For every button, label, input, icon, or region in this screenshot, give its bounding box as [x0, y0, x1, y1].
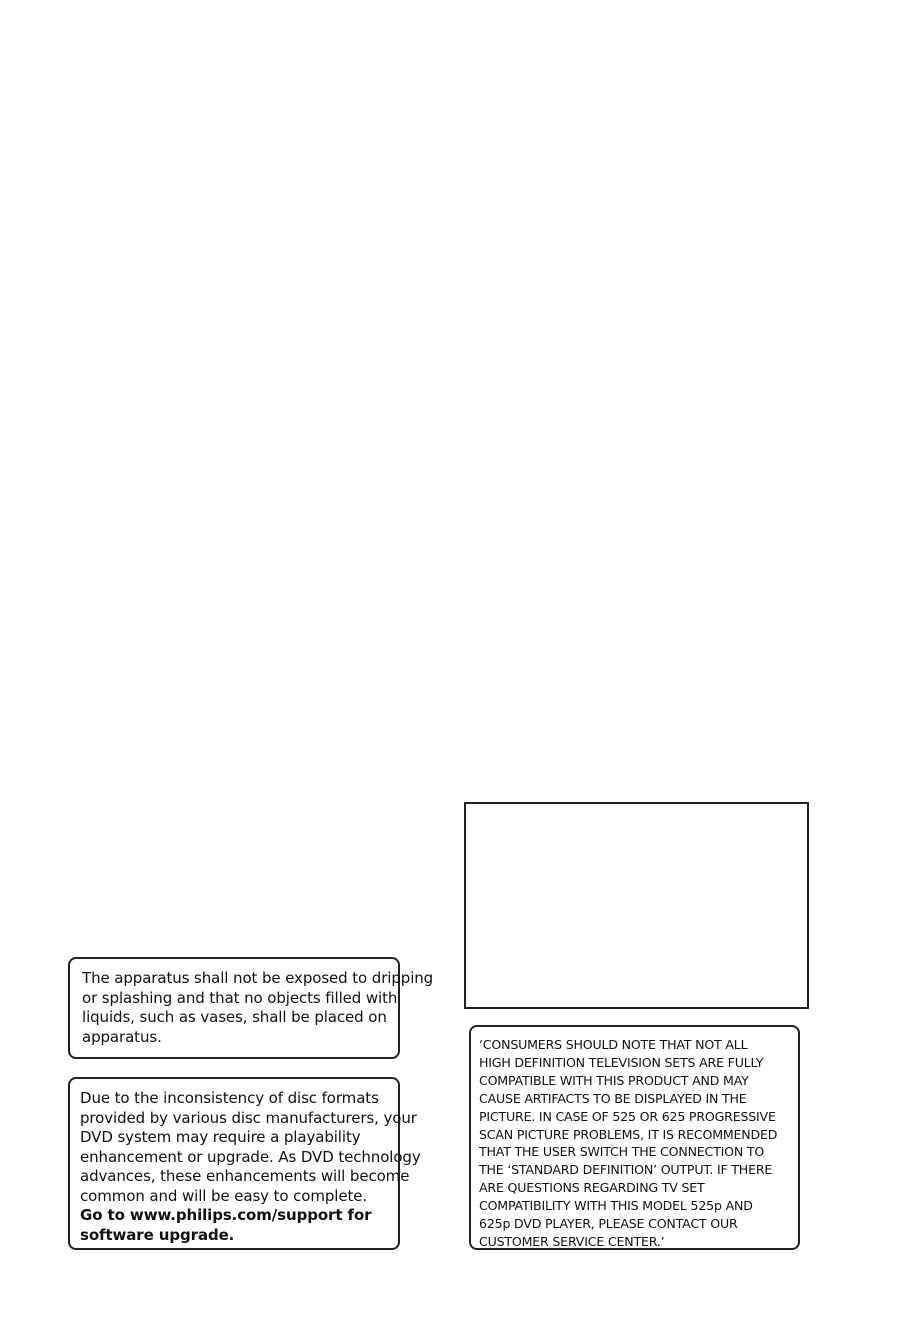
text-line: PICTURE. IN CASE OF 525 OR 625 PROGRESSIVE	[479, 1108, 776, 1124]
text-line: THE ‘STANDARD DEFINITION’ OUTPUT. IF THERE	[479, 1162, 773, 1178]
text-line: COMPATIBILITY WITH THIS MODEL 525p AND	[479, 1198, 753, 1214]
text-line: SCAN PICTURE PROBLEMS, IT IS RECOMMENDED	[479, 1126, 778, 1142]
dripping-notice-box	[68, 957, 434, 1059]
hdtv-notice-text	[479, 1036, 798, 1251]
hdtv-notice-box	[469, 1025, 800, 1250]
text-line: Due to the inconsistency of disc formats	[80, 1089, 379, 1107]
text-line: CUSTOMER SERVICE CENTER.’	[479, 1233, 665, 1249]
text-line: provided by various disc manufacturers, your	[80, 1108, 417, 1127]
text-line: COMPATIBLE WITH THIS PRODUCT AND MAY	[479, 1072, 749, 1088]
text-line: ‘CONSUMERS SHOULD NOTE THAT NOT ALL	[479, 1037, 748, 1052]
text-line: DVD system may require a playability	[80, 1128, 361, 1146]
dripping-notice-text	[82, 969, 434, 1047]
text-line: common and will be easy to complete.	[80, 1186, 368, 1205]
empty-frame	[464, 802, 809, 1009]
text-line: or splashing and that no objects filled with	[82, 988, 398, 1007]
disc-formats-notice-box	[68, 1077, 421, 1250]
text-line: enhancement or upgrade. As DVD technology	[80, 1147, 421, 1166]
text-line: THAT THE USER SWITCH THE CONNECTION TO	[479, 1144, 765, 1160]
text-line: HIGH DEFINITION TELEVISION SETS ARE FULLY	[479, 1054, 764, 1070]
text-line: 625p DVD PLAYER, PLEASE CONTACT OUR	[479, 1216, 738, 1232]
text-line: liquids, such as vases, shall be placed on	[82, 1008, 387, 1026]
text-line: advances, these enhancements will become	[80, 1167, 410, 1185]
support-url-line: Go to www.philips.com/support for	[80, 1206, 372, 1224]
text-line: CAUSE ARTIFACTS TO BE DISPLAYED IN THE	[479, 1090, 747, 1106]
disc-formats-notice-text	[80, 1089, 421, 1245]
text-line: ARE QUESTIONS REGARDING TV SET	[479, 1180, 705, 1196]
text-line: apparatus.	[82, 1027, 162, 1046]
software-upgrade-line: software upgrade.	[80, 1225, 235, 1244]
text-line: The apparatus shall not be exposed to dripping	[82, 969, 434, 987]
